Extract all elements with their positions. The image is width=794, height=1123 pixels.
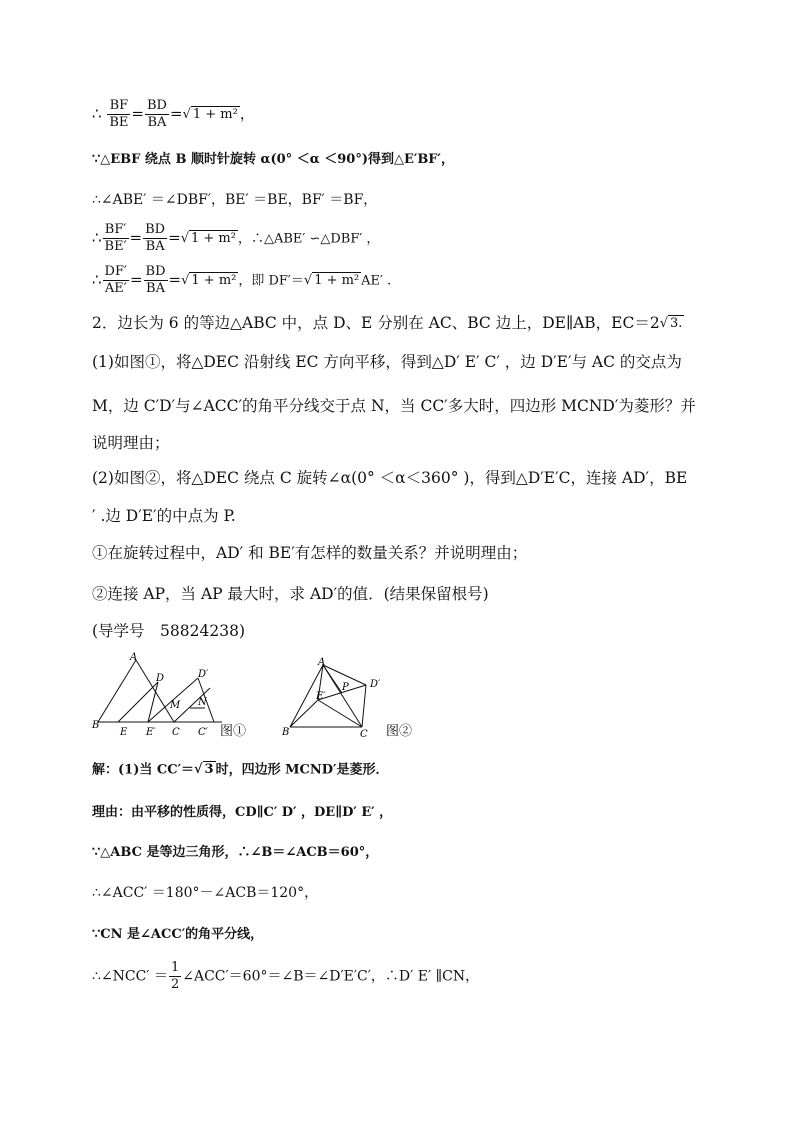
label-E-prime: E′ <box>146 727 156 738</box>
fraction: $\frac{DF'}{AE'}$ <box>104 264 127 296</box>
solution-line-6: ∴∠NCC′ ＝ $\frac{1}{2}$ ∠ACC′＝60°＝∠B＝∠D′E′C′，∴D′ E′ ∥CN， <box>92 960 480 992</box>
problem-title: 2．边长为 6 的等边△ABC 中，点 D、E 分别在 AC、BC 边上，DE∥AB，EC＝2√ 3. <box>92 314 683 332</box>
question-1: ①在旋转过程中，AD′ 和 BE′有怎样的数量关系？并说明理由； <box>92 544 528 562</box>
label-A: A <box>130 652 138 663</box>
question-2: ②连接 AP，当 AP 最大时，求 AD′的值．(结果保留根号) <box>92 585 489 603</box>
solution-line-1: 解：(1)当 CC′＝√ 3 时，四边形 MCND′是菱形． <box>92 760 388 781</box>
problem-part2-line2: ′ .边 D′E′的中点为 P. <box>92 507 236 525</box>
sqrt-expression: √ 1 + m² <box>182 106 238 122</box>
label-E-prime: E′ <box>316 691 326 702</box>
label-C: C <box>360 729 368 740</box>
solution-line-4: ∴∠ACC′ ＝180°－∠ACB＝120°， <box>92 885 319 901</box>
label-C-prime: C′ <box>198 727 208 738</box>
problem-part1-line1: (1)如图①，将△DEC 沿射线 EC 方向平移，得到△D′ E′ C′ ，边 D′E′与 AC 的交点为 <box>92 353 682 371</box>
problem-part1-line3: 说明理由； <box>92 434 170 452</box>
eq-line-4: ∴ $\frac{BF'}{BE'}$ = $\frac{BD}{BA}$ =√ 1 + m² ，∴△ABE′ ∽△DBF′ ， <box>92 222 380 254</box>
label-B: B <box>282 727 290 738</box>
label-N: N <box>198 697 207 708</box>
guide-number: (导学号 58824238) <box>92 622 245 640</box>
eq-line-1: ∴ $\frac{BF}{BE}$ = $\frac{BD}{BA}$ =√ 1 + m² ， <box>92 98 255 130</box>
eq-line-2: ∵△EBF 绕点 B 顺时针旋转 α(0° ＜α ＜90°)得到△E′BF′， <box>92 152 454 167</box>
solution-line-3: ∵△ABC 是等边三角形，∴∠B＝∠ACB＝60°， <box>92 845 379 860</box>
problem-part2-line1: (2)如图②，将△DEC 绕点 C 旋转∠α(0° ＜α＜360° )，得到△D′E′C，连接 AD′，BE <box>92 469 688 487</box>
figure-2 <box>278 655 388 740</box>
eq-line-5: ∴ $\frac{DF'}{AE'}$ = $\frac{BD}{BA}$ =√ 1 + m² ，即 DF′＝√ 1 + m² AE′ . <box>92 264 392 296</box>
label-A: A <box>318 657 326 668</box>
sqrt-expression: √ 1 + m² <box>181 272 237 288</box>
fraction: $\frac{BD}{BA}$ <box>145 222 166 254</box>
fraction: $\frac{BD}{BA}$ <box>145 264 166 296</box>
sqrt-expression: √ 1 + m² <box>180 230 236 246</box>
label-D-prime: D′ <box>198 669 209 680</box>
fraction: $\frac{BF'}{BE'}$ <box>104 222 127 254</box>
problem-part1-line2: M，边 C′D′与∠ACC′的角平分线交于点 N，当 CC′多大时，四边形 MCND′为菱形？并 <box>92 397 696 415</box>
label-M: M <box>170 700 181 711</box>
eq-line-3: ∴∠ABE′ ＝∠DBF′，BE′ ＝BE，BF′ ＝BF， <box>92 192 378 208</box>
label-D: D <box>156 673 165 684</box>
sqrt-expression: √ 1 + m² <box>303 272 360 288</box>
therefore-symbol: ∴ <box>92 104 102 123</box>
sqrt-expression: √ 3 <box>194 762 214 777</box>
solution-line-5: ∵CN 是∠ACC′的角平分线， <box>92 927 264 942</box>
figure-1-caption: 图① <box>220 724 247 739</box>
solution-line-2: 理由：由平移的性质得，CD∥C′ D′ ，DE∥D′ E′ ， <box>92 805 393 820</box>
fraction: $\frac{BD}{BA}$ <box>146 98 167 130</box>
label-C: C <box>172 727 180 738</box>
label-B: B <box>92 720 100 731</box>
label-E: E <box>120 727 128 738</box>
figure-2-caption: 图② <box>386 724 413 739</box>
label-P: P <box>342 682 349 693</box>
label-D-prime: D′ <box>370 679 381 690</box>
fraction: $\frac{1}{2}$ <box>170 960 180 992</box>
fraction: $\frac{BF}{BE}$ <box>109 98 129 130</box>
sqrt-expression: √ 3. <box>659 316 683 331</box>
